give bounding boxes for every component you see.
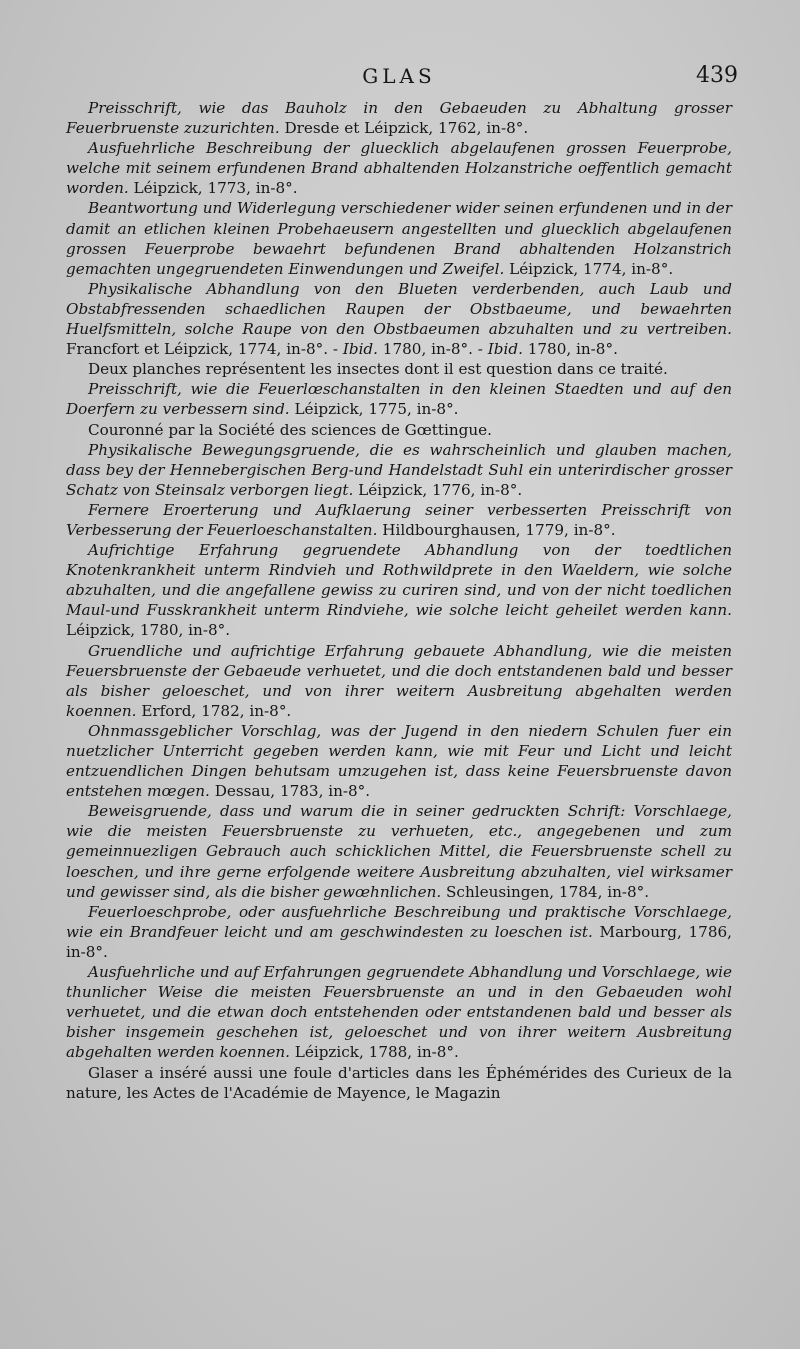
bibliography-entry — [66, 721, 732, 801]
entry-note: Deux planches représentent les insectes dont il est question dans ce traité. — [88, 360, 668, 379]
entry-imprint: Léipzick, 1780, in-8°. — [66, 621, 231, 640]
entry-title: Preisschrift, wie die Feuerlœschanstalten in den kleinen Staedten und auf den Doerfern zu verbessern sind. — [66, 380, 732, 419]
bibliography-entry — [66, 138, 732, 198]
bibliography-entry — [66, 962, 732, 1062]
bibliography-entry — [66, 801, 732, 901]
entry-imprint: Léipzick, 1774, in-8°. — [504, 259, 674, 278]
entry-imprint: Léipzick, 1775, in-8°. — [289, 400, 459, 419]
entry-title: Beweisgruende, dass und warum die in seiner gedruckten Schrift: Vorschlaege, wie die meisten Feuersbruenste zu verhueten, etc., angegebenen und zum gemeinnuezligen Gebrauch auch schicklichen Mittel, die Feuersbruenste schell zu loeschen, und ihre gerne erfolgende weitere Ausbreitung abzuhalten, viel wirksamer und gewisser sind, als die bisher gewœhnlichen. — [66, 802, 732, 901]
page-number: 439 — [696, 63, 738, 88]
entry-imprint: Erford, 1782, in-8°. — [136, 701, 292, 720]
entry-title: Beantwortung und Widerlegung verschiedener wider seinen erfundenen und in der damit an etlichen kleinen Probehaeusern angestellten und gluecklich abgelaufenen grossen Feuerprobe bewaehrt befundenen Brand abhaltenden Holzanstrich gemachten ungegruendeten Einwendungen und Zweifel. — [66, 199, 732, 278]
entry-title: Physikalische Bewegungsgruende, die es wahrscheinlich und glauben machen, dass bey der Hennebergischen Berg-und Handelstadt Suhl ein unterirdischer grosser Schatz von Steinsalz verborgen liegt. — [66, 440, 732, 499]
entry-title: Aufrichtige Erfahrung gegruendete Abhandlung von der toedtlichen Knotenkrankheit unterm Rindvieh und Rothwildprete in den Waeldern, wie solche abzuhalten, und die angefallene gewiss zu curiren sind, und von der nicht toedlichen Maul-und Fusskrankheit unterm Rindviehe, wie solche leicht geheilet werden kann. — [66, 541, 732, 620]
entry-imprint: Léipzick, 1788, in-8°. — [289, 1043, 459, 1062]
entry-note: Glaser a inséré aussi une foule d'articles dans les Éphémérides des Curieux de la nature, les Actes de l'Académie de Mayence, le Magazin — [66, 1063, 732, 1102]
entry-title: Feuerloeschprobe, oder ausfuehrliche Beschreibung und praktische Vorschlaege, wie ein Brandfeuer leicht und am geschwindesten zu loeschen ist. — [66, 902, 732, 941]
entry-title: Gruendliche und aufrichtige Erfahrung gebauete Abhandlung, wie die meisten Feuersbruenste der Gebaeude verhuetet, und die doch entstandenen bald und besser als bisher geloeschet, und von ihrer weitern Ausbreitung abgehalten werden koennen. — [66, 641, 732, 720]
bibliography-entry — [66, 440, 732, 500]
entry-imprint: Schleusingen, 1784, in-8°. — [441, 882, 650, 901]
entry-imprint: 1780, in-8°. — [522, 340, 618, 359]
running-title: GLAS — [362, 64, 436, 88]
entry-title: Fernere Eroerterung und Aufklaerung seiner verbesserten Preisschrift von Verbesserung der Feuerloeschanstalten. — [66, 500, 732, 539]
entry-title: Ausfuehrliche Beschreibung der gluecklich abgelaufenen grossen Feuerprobe, welche mit seinem erfundenen Brand abhaltenden Holzanstriche oeffentlich gemacht worden. — [66, 139, 732, 198]
entry-ibid: Ibid. — [487, 340, 523, 359]
bibliography-entry — [66, 500, 732, 540]
bibliography-entry — [66, 198, 732, 278]
entry-title: Physikalische Abhandlung von den Blueten verderbenden, auch Laub und Obstabfressenden schaedlichen Raupen der Obstbaeume, und bewaehrten Huelfsmitteln, solche Raupe von den Obstbaeumen abzuhalten und zu vertreiben. — [66, 279, 732, 339]
entry-imprint: Dresde et Léipzick, 1762, in-8°. — [279, 119, 529, 138]
entry-title: Ausfuehrliche und auf Erfahrungen gegruendete Abhandlung und Vorschlaege, wie thunlicher Weise die meisten Feuersbruenste an und in den Gebaeuden wohl verhuetet, und die etwan doch entstehenden oder entstandenen bald und besser als bisher insgemein geschehen ist, geloeschet und von ihrer weitern Ausbreitung abgehalten werden koennen. — [66, 963, 732, 1062]
bibliography-entry — [66, 98, 732, 138]
entry-title: Preisschrift, wie das Bauholz in den Gebaeuden zu Abhaltung grosser Feuerbruenste zuzurichten. — [66, 99, 732, 138]
bibliography-entry — [66, 902, 732, 962]
bibliography-list — [66, 98, 732, 1103]
entry-imprint: Hildbourghausen, 1779, in-8°. — [377, 520, 616, 539]
entry-imprint: 1780, in-8°. - — [377, 340, 488, 359]
entry-note: Couronné par la Société des sciences de Gœttingue. — [88, 420, 492, 439]
bibliography-entry — [66, 641, 732, 721]
entry-imprint: Léipzick, 1776, in-8°. — [353, 480, 523, 499]
bibliography-entry — [66, 279, 732, 359]
entry-imprint: Léipzick, 1773, in-8°. — [128, 179, 298, 198]
bibliography-entry — [66, 540, 732, 640]
bibliography-entry — [66, 379, 732, 419]
entry-imprint: Francfort et Léipzick, 1774, in-8°. - — [66, 340, 343, 359]
page-header — [66, 63, 738, 98]
entry-imprint: Dessau, 1783, in-8°. — [209, 782, 371, 801]
entry-ibid: Ibid. — [342, 340, 378, 359]
entry-imprint: Marbourg, 1786, in-8°. — [66, 922, 732, 961]
entry-title: Ohnmassgeblicher Vorschlag, was der Jugend in den niedern Schulen fuer ein nuetzlicher Unterricht gegeben werden kann, wie mit Feur und Licht und leicht entzuendlichen Dingen behutsam umzugehen ist, dass keine Feuersbruenste davon entstehen mœgen. — [66, 721, 732, 801]
